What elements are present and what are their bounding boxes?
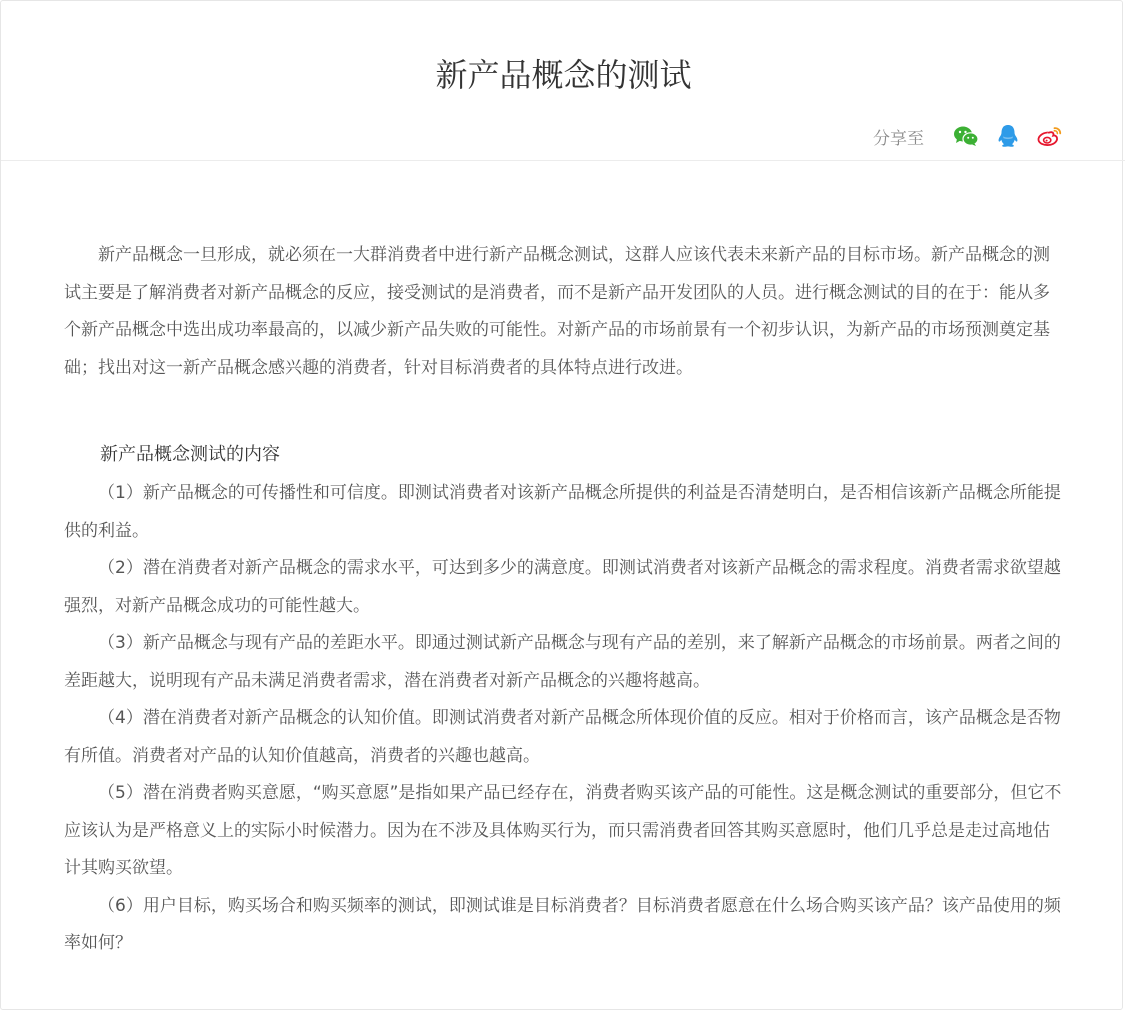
share-label: 分享至 — [873, 128, 924, 149]
share-weibo-button[interactable] — [1036, 122, 1064, 150]
page-title: 新产品概念的测试 — [435, 56, 692, 94]
list-item: （2）潜在消费者对新产品概念的需求水平，可达到多少的满意度。即测试消费者对该新产品概念的需求程度。消费者需求欲望越强烈，对新产品概念成功的可能性越大。 — [64, 558, 1061, 616]
article-body — [64, 237, 1063, 963]
share-wechat-button[interactable] — [952, 122, 980, 150]
wechat-icon — [953, 125, 979, 147]
list-item: （5）潜在消费者购买意愿，“购买意愿”是指如果产品已经存在，消费者购买该产品的可能性。这是概念测试的重要部分，但它不应该认为是严格意义上的实际小时候潜力。因为在不涉及具体购买行为，而只需消费者回答其购买意愿时，他们几乎总是走过高地估计其购买欲望。 — [64, 783, 1062, 878]
intro-paragraph: 新产品概念一旦形成，就必须在一大群消费者中进行新产品概念测试，这群人应该代表未来新产品的目标市场。新产品概念的测试主要是了解消费者对新产品概念的反应，接受测试的是消费者，而不是新产品开发团队的人员。进行概念测试的目的在于：能从多个新产品概念中选出成功率最高的，以减少新产品失败的可能性。对新产品的市场前景有一个初步认识，为新产品的市场预测奠定基础；找出对这一新产品概念感兴趣的消费者，针对目标消费者的具体特点进行改进。 — [64, 245, 1050, 378]
list-item: （4）潜在消费者对新产品概念的认知价值。即测试消费者对新产品概念所体现价值的反应。相对于价格而言，该产品概念是否物有所值。消费者对产品的认知价值越高，消费者的兴趣也越高。 — [64, 708, 1061, 766]
qq-icon — [997, 124, 1019, 148]
list-item: （1）新产品概念的可传播性和可信度。即测试消费者对该新产品概念所提供的利益是否清楚明白，是否相信该新产品概念所能提供的利益。 — [64, 483, 1061, 541]
share-bar — [873, 121, 1064, 151]
list-item: （6）用户目标，购买场合和购买频率的测试，即测试谁是目标消费者？目标消费者愿意在什么场合购买该产品？该产品使用的频率如何？ — [64, 895, 1061, 953]
share-qq-button[interactable] — [994, 122, 1022, 150]
article-header — [1, 1, 1125, 161]
section-heading: 新产品概念测试的内容 — [100, 444, 280, 465]
list-item: （3）新产品概念与现有产品的差距水平。即通过测试新产品概念与现有产品的差别，来了解新产品概念的市场前景。两者之间的差距越大，说明现有产品未满足消费者需求，潜在消费者对新产品概念的兴趣将越高。 — [64, 633, 1061, 691]
weibo-icon — [1037, 125, 1063, 147]
